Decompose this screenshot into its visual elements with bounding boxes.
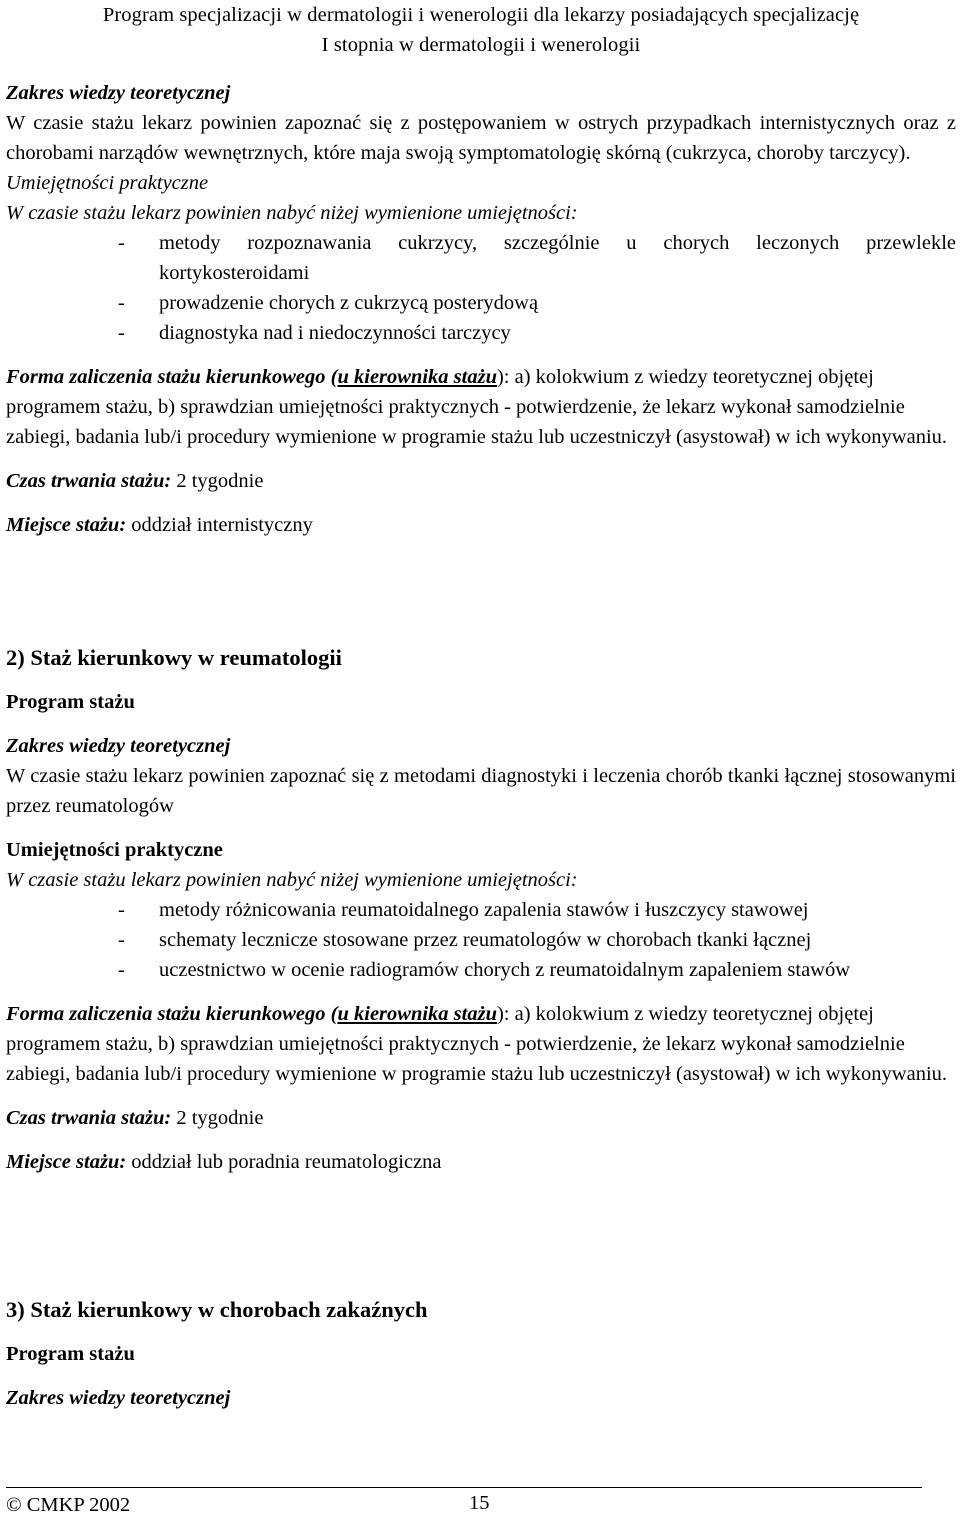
- list-item: - prowadzenie chorych z cukrzycą posterydową: [118, 292, 539, 314]
- umiejetnosci-intro: W czasie stażu lekarz powinien nabyć niżej wymienione umiejętności:: [6, 869, 578, 891]
- page-header: [6, 0, 956, 60]
- footer-rule: [6, 1487, 922, 1488]
- program-label: Program stażu: [6, 691, 135, 713]
- section-title: 3) Staż kierunkowy w chorobach zakaźnych: [6, 1297, 428, 1322]
- page-footer: [6, 1487, 956, 1514]
- umiejetnosci-label: Umiejętności praktyczne: [6, 839, 223, 861]
- header-line-2: I stopnia w dermatologii i wenerologii: [321, 34, 641, 56]
- zakres-label: Zakres wiedzy teoretycznej: [6, 82, 231, 104]
- document-page: [6, 0, 956, 1409]
- block-1: [6, 78, 956, 540]
- section-title: 2) Staż kierunkowy w reumatologii: [6, 645, 342, 670]
- section-2: [6, 643, 956, 1177]
- czas-trwania: Czas trwania stażu: 2 tygodnie: [6, 470, 264, 492]
- list-item: - schematy lecznicze stosowane przez reumatologów w chorobach tkanki łącznej: [118, 929, 812, 951]
- zakres-label: Zakres wiedzy teoretycznej: [6, 1387, 231, 1409]
- list-item: - metody różnicowania reumatoidalnego zapalenia stawów i łuszczycy stawowej: [118, 899, 809, 921]
- zakres-text: W czasie stażu lekarz powinien zapoznać się z metodami diagnostyki i leczenia chorób tkanki łącznej stosowanymi przez reumatologów: [6, 765, 956, 817]
- skills-list: [6, 228, 956, 348]
- forma-zaliczenia: Forma zaliczenia stażu kierunkowego (u kierownika stażu): a) kolokwium z wiedzy teoretycznej objętej programem stażu, b) sprawdzian umiejętności praktycznych - potwierdzenie, że lekarz wykonał samodzielnie zabiegi, badania lub/i procedury wymienione w programie stażu lub uczestniczył (asystował) w ich wykonywaniu.: [6, 1003, 948, 1085]
- forma-zaliczenia: Forma zaliczenia stażu kierunkowego (u kierownika stażu): a) kolokwium z wiedzy teoretycznej objętej programem stażu, b) sprawdzian umiejętności praktycznych - potwierdzenie, że lekarz wykonał samodzielnie zabiegi, badania lub/i procedury wymienione w programie stażu lub uczestniczył (asystował) w ich wykonywaniu.: [6, 366, 948, 448]
- page-number: 15: [469, 1492, 490, 1514]
- miejsce-stazu: Miejsce stażu: oddział lub poradnia reumatologiczna: [6, 1151, 442, 1173]
- umiejetnosci-label: Umiejętności praktyczne: [6, 172, 209, 194]
- section-3: [6, 1295, 956, 1413]
- skills-list: [6, 895, 956, 985]
- list-item: - uczestnictwo w ocenie radiogramów chorych z reumatoidalnym zapaleniem stawów: [118, 959, 851, 981]
- miejsce-stazu: Miejsce stażu: oddział internistyczny: [6, 514, 313, 536]
- zakres-label: Zakres wiedzy teoretycznej: [6, 735, 231, 757]
- header-line-1: Program specjalizacji w dermatologii i wenerologii dla lekarzy posiadających specjalizację: [102, 4, 860, 26]
- copyright: © CMKP 2002: [6, 1494, 131, 1516]
- list-item: - metody rozpoznawania cukrzycy, szczególnie u chorych leczonych przewlekle kortykosteroidami: [118, 232, 956, 284]
- list-item: - diagnostyka nad i niedoczynności tarczycy: [118, 322, 511, 344]
- czas-trwania: Czas trwania stażu: 2 tygodnie: [6, 1107, 264, 1129]
- program-label: Program stażu: [6, 1343, 135, 1365]
- zakres-text: W czasie stażu lekarz powinien zapoznać się z postępowaniem w ostrych przypadkach internistycznych oraz z chorobami narządów wewnętrznych, które maja swoją symptomatologię skórną (cukrzyca, choroby tarczycy).: [6, 112, 956, 164]
- umiejetnosci-intro: W czasie stażu lekarz powinien nabyć niżej wymienione umiejętności:: [6, 202, 578, 224]
